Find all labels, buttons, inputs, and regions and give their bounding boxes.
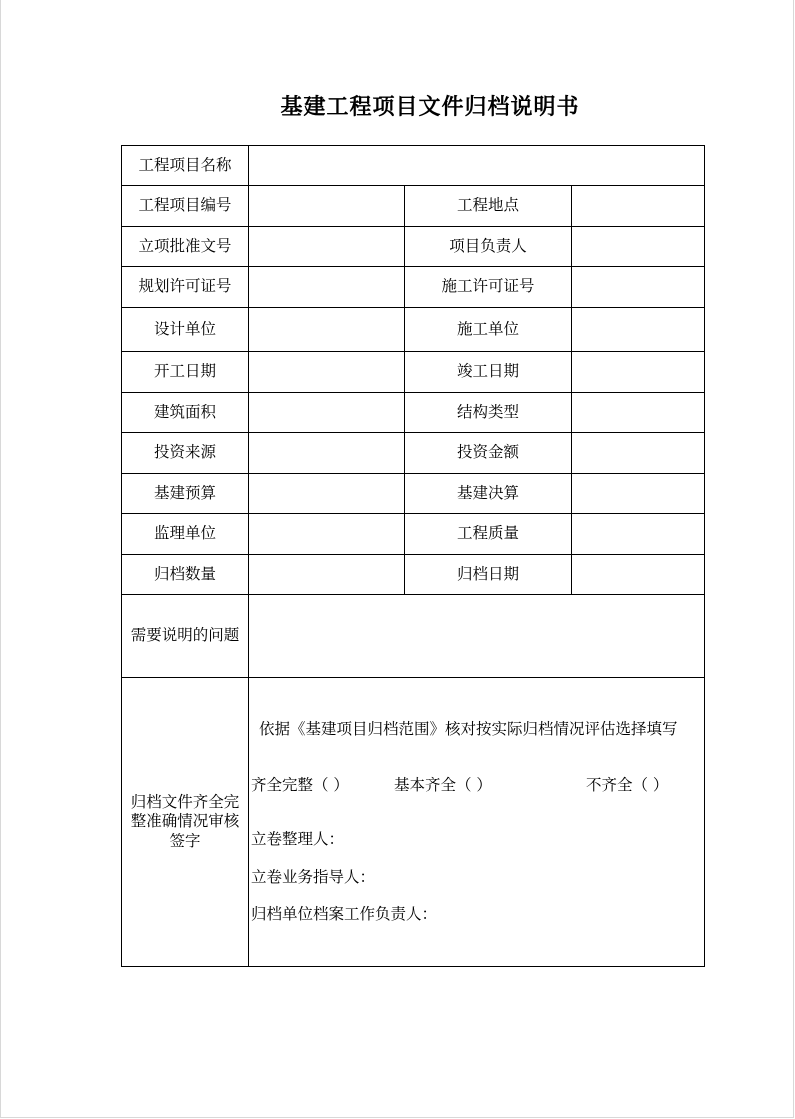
option-incomplete[interactable]: 不齐全（ ） bbox=[586, 776, 669, 794]
label-building-area: 建筑面积 bbox=[122, 393, 249, 433]
label-investment-source: 投资来源 bbox=[122, 433, 249, 474]
label-project-manager: 项目负责人 bbox=[405, 227, 572, 267]
label-investment-amount: 投资金额 bbox=[405, 433, 572, 474]
option-mostly-complete[interactable]: 基本齐全（ ） bbox=[394, 776, 492, 794]
row-project-name bbox=[122, 146, 705, 186]
row-issues bbox=[122, 595, 705, 678]
row-supervision-unit bbox=[122, 514, 705, 555]
field-building-area[interactable] bbox=[249, 393, 405, 433]
signature-guide[interactable]: 立卷业务指导人： bbox=[251, 868, 376, 886]
label-planning-permit: 规划许可证号 bbox=[122, 267, 249, 308]
signature-organizer[interactable]: 立卷整理人： bbox=[251, 830, 345, 848]
label-completion-date: 竣工日期 bbox=[405, 352, 572, 393]
field-supervision-unit[interactable] bbox=[249, 514, 405, 555]
label-final-account: 基建决算 bbox=[405, 474, 572, 514]
field-design-unit[interactable] bbox=[249, 308, 405, 352]
label-structure-type: 结构类型 bbox=[405, 393, 572, 433]
row-approval-number bbox=[122, 227, 705, 267]
field-planning-permit[interactable] bbox=[249, 267, 405, 308]
label-review: 归档文件齐全完整准确情况审核签字 bbox=[130, 792, 240, 850]
field-construction-unit[interactable] bbox=[572, 308, 705, 352]
label-approval-number: 立项批准文号 bbox=[122, 227, 249, 267]
field-construction-permit[interactable] bbox=[572, 267, 705, 308]
document-title: 基建工程项目文件归档说明书 bbox=[280, 94, 580, 120]
label-start-date: 开工日期 bbox=[122, 352, 249, 393]
field-budget[interactable] bbox=[249, 474, 405, 514]
field-final-account[interactable] bbox=[572, 474, 705, 514]
label-project-name: 工程项目名称 bbox=[122, 146, 249, 186]
field-approval-number[interactable] bbox=[249, 227, 405, 267]
field-start-date[interactable] bbox=[249, 352, 405, 393]
field-structure-type[interactable] bbox=[572, 393, 705, 433]
label-construction-permit: 施工许可证号 bbox=[405, 267, 572, 308]
label-issues: 需要说明的问题 bbox=[122, 595, 249, 678]
field-archive-date[interactable] bbox=[572, 555, 705, 595]
option-complete[interactable]: 齐全完整（ ） bbox=[251, 776, 349, 794]
label-design-unit: 设计单位 bbox=[122, 308, 249, 352]
field-archive-quantity[interactable] bbox=[249, 555, 405, 595]
field-investment-amount[interactable] bbox=[572, 433, 705, 474]
row-planning-permit bbox=[122, 267, 705, 308]
row-investment-source bbox=[122, 433, 705, 474]
row-budget bbox=[122, 474, 705, 514]
label-archive-date: 归档日期 bbox=[405, 555, 572, 595]
field-issues[interactable] bbox=[249, 595, 705, 678]
review-basis-text: 依据《基建项目归档范围》核对按实际归档情况评估选择填写 bbox=[259, 720, 678, 738]
field-completion-date[interactable] bbox=[572, 352, 705, 393]
row-archive-quantity bbox=[122, 555, 705, 595]
field-project-location[interactable] bbox=[572, 186, 705, 227]
field-project-name[interactable] bbox=[249, 146, 705, 186]
label-budget: 基建预算 bbox=[122, 474, 249, 514]
row-project-number bbox=[122, 186, 705, 227]
archive-form-table bbox=[121, 145, 705, 967]
review-content bbox=[249, 678, 705, 967]
label-project-location: 工程地点 bbox=[405, 186, 572, 227]
field-project-number[interactable] bbox=[249, 186, 405, 227]
label-review-cell bbox=[122, 678, 249, 967]
label-construction-unit: 施工单位 bbox=[405, 308, 572, 352]
signature-archive-manager[interactable]: 归档单位档案工作负责人： bbox=[251, 905, 438, 923]
label-project-quality: 工程质量 bbox=[405, 514, 572, 555]
row-review bbox=[122, 678, 705, 967]
field-project-manager[interactable] bbox=[572, 227, 705, 267]
field-project-quality[interactable] bbox=[572, 514, 705, 555]
row-design-unit bbox=[122, 308, 705, 352]
label-project-number: 工程项目编号 bbox=[122, 186, 249, 227]
row-start-date bbox=[122, 352, 705, 393]
label-archive-quantity: 归档数量 bbox=[122, 555, 249, 595]
field-investment-source[interactable] bbox=[249, 433, 405, 474]
label-supervision-unit: 监理单位 bbox=[122, 514, 249, 555]
row-building-area bbox=[122, 393, 705, 433]
